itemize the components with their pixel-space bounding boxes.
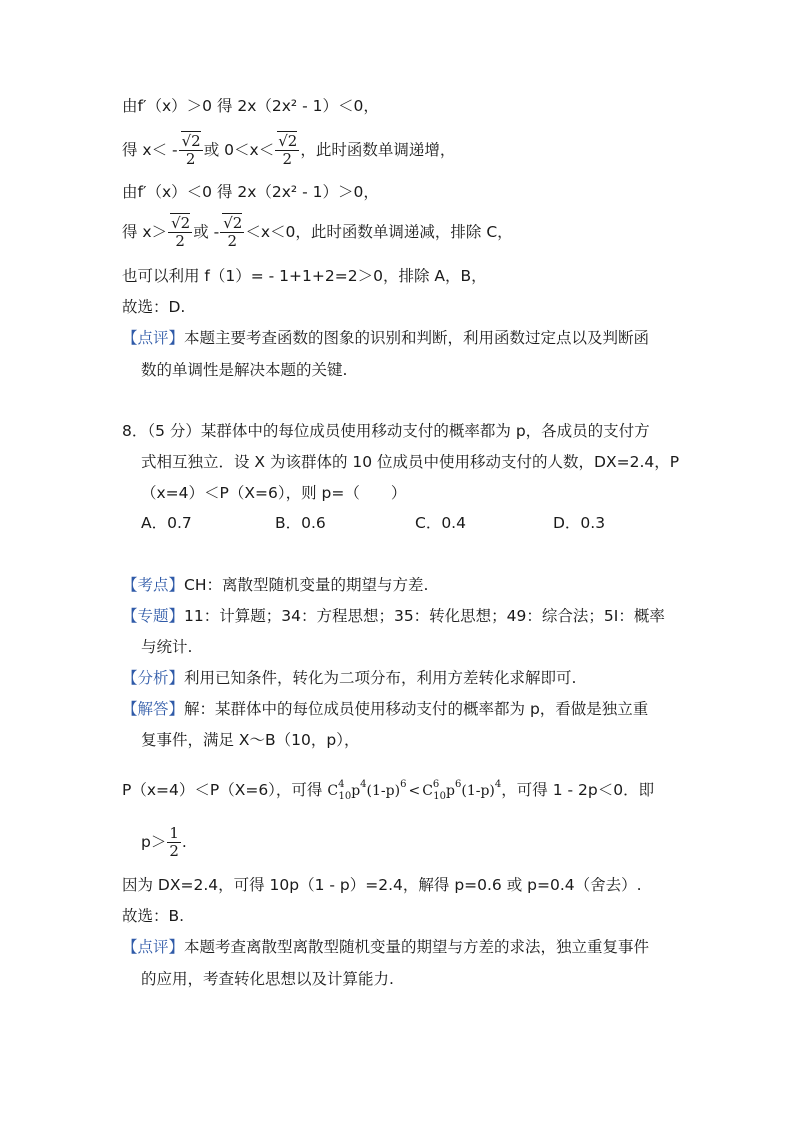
sol7-line-1: 由f′（x）＞0 得 2x（2x² - 1）＜0，	[122, 97, 379, 115]
text: CH：离散型随机变量的期望与方差.	[184, 576, 429, 594]
c-letter: C	[327, 783, 339, 799]
denominator: 2	[227, 232, 238, 250]
tag-dianping: 【点评】	[122, 329, 185, 347]
p-letter: p	[351, 783, 361, 799]
tag-kaodian: 【考点】	[122, 576, 185, 594]
sol7-line-2	[122, 130, 455, 170]
tag-dianping: 【点评】	[122, 938, 185, 956]
option-c: C．0.4	[415, 514, 466, 532]
sqrt2: √2	[171, 214, 191, 232]
option-d: D．0.3	[553, 514, 606, 532]
sup: 6	[432, 779, 440, 790]
jieda-line-1	[122, 698, 648, 720]
sol7-line-5: 也可以利用 f（1）= - 1+1+2=2＞0，排除 A，B，	[122, 267, 487, 285]
sol7-line-6: 故选：D.	[122, 298, 186, 316]
c-letter: C	[422, 783, 433, 799]
fraction-sqrt2-over-2	[275, 134, 299, 167]
sqrt2: √2	[181, 132, 201, 150]
tag-jieda: 【解答】	[122, 700, 185, 718]
text: P（x=4）＜P（X=6），可得	[122, 781, 323, 799]
binomial-inequality	[327, 779, 502, 802]
sol7-line-8: 数的单调性是解决本题的关键.	[141, 361, 348, 379]
sup: 4	[338, 779, 345, 790]
fraction-one-half	[167, 826, 181, 859]
sol7-line-4	[122, 212, 513, 252]
q8-line-2: 式相互独立．设 X 为该群体的 10 位成员中使用移动支付的人数，DX=2.4，P	[141, 453, 680, 471]
text: ＜x＜0，此时函数单调递减，排除 C，	[245, 223, 513, 241]
sup: 4	[360, 779, 367, 790]
sup: 6	[454, 779, 462, 790]
sup: 4	[494, 779, 502, 790]
sol7-line-3: 由f′（x）＜0 得 2x（2x² - 1）＞0，	[122, 183, 379, 201]
text: 本题主要考查函数的图象的识别和判断，利用函数过定点以及判断函	[184, 329, 650, 347]
denominator: 2	[169, 842, 179, 860]
zhuanti-line-2: 与统计.	[141, 638, 193, 656]
period: .	[181, 833, 187, 851]
text: 解：某群体中的每位成员使用移动支付的概率都为 p，看做是独立重	[184, 700, 649, 718]
kaodian-line	[122, 574, 428, 596]
jieda-line-2: 复事件，满足 X～B（10，p），	[141, 731, 360, 749]
sqrt2: √2	[278, 132, 298, 150]
dianping-line-2: 的应用，考查转化思想以及计算能力.	[141, 970, 394, 988]
denominator: 2	[175, 232, 185, 250]
fraction-sqrt2-over-2	[179, 134, 203, 167]
sub: 10	[433, 791, 447, 802]
option-b: B．0.6	[275, 514, 326, 532]
text: 利用已知条件，转化为二项分布，利用方差转化求解即可.	[184, 669, 577, 687]
one-minus-p: (1-p)	[366, 783, 401, 799]
less-than: <	[408, 783, 421, 799]
text: ，此时函数单调递增，	[300, 141, 456, 159]
one-minus-p: (1-p)	[461, 783, 495, 799]
q8-line-1: 8．（5 分）某群体中的每位成员使用移动支付的概率都为 p，各成员的支付方	[122, 422, 650, 440]
fenxi-line	[122, 667, 576, 689]
sup: 6	[400, 779, 407, 790]
because-line: 因为 DX=2.4，可得 10p（1 - p）=2.4，解得 p=0.6 或 p=0.4（舍去）.	[122, 876, 642, 894]
sol7-line-7	[122, 327, 649, 349]
text: 11：计算题；34：方程思想；35：转化思想；49：综合法；5I：概率	[184, 607, 665, 625]
sqrt2: √2	[223, 214, 243, 232]
tag-zhuanti: 【专题】	[122, 607, 185, 625]
inequality-line	[122, 770, 654, 812]
text: 或 -	[193, 223, 220, 241]
option-a: A．0.7	[141, 514, 192, 532]
text: 得 x＞	[122, 223, 168, 241]
p-gt-half-line	[141, 822, 187, 862]
fraction-sqrt2-over-2	[220, 216, 244, 249]
p-letter: p	[446, 783, 455, 799]
denominator: 2	[185, 150, 196, 168]
tag-fenxi: 【分析】	[122, 669, 185, 687]
numerator: 1	[169, 824, 179, 842]
dianping-line-1	[122, 936, 649, 958]
sub: 10	[338, 791, 352, 802]
fraction-sqrt2-over-2	[168, 216, 192, 249]
guxuan-line: 故选：B.	[122, 907, 185, 925]
text: 或 0＜x＜	[203, 141, 275, 159]
text: 本题考查离散型离散型随机变量的期望与方差的求法，独立重复事件	[184, 938, 650, 956]
text: ，可得 1 - 2p＜0．即	[501, 781, 655, 799]
text: 得 x＜ -	[122, 141, 178, 159]
text: p＞	[141, 833, 167, 851]
zhuanti-line-1	[122, 605, 665, 627]
q8-line-3: （x=4）＜P（X=6），则 p=（ ）	[141, 484, 407, 502]
denominator: 2	[282, 150, 293, 168]
